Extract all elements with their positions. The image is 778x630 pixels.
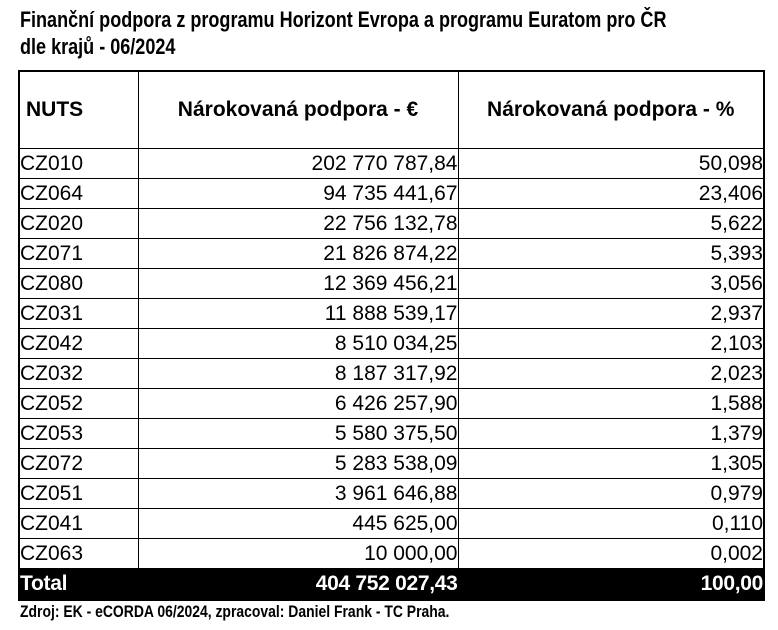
cell-nuts: CZ052 <box>19 389 138 419</box>
table-row <box>19 389 764 419</box>
cell-pct: 0,979 <box>458 479 764 509</box>
cell-pct: 1,305 <box>458 449 764 479</box>
cell-nuts: CZ031 <box>19 299 138 329</box>
total-pct: 100,00 <box>458 569 764 601</box>
cell-eur: 10 000,00 <box>138 539 458 569</box>
table-row <box>19 419 764 449</box>
table-row <box>19 299 764 329</box>
table-row <box>19 539 764 569</box>
cell-eur: 5 283 538,09 <box>138 449 458 479</box>
cell-eur: 3 961 646,88 <box>138 479 458 509</box>
cell-pct: 0,110 <box>458 509 764 539</box>
page-title-line1: Finanční podpora z programu Horizont Evropa a programu Euratom pro ČR <box>20 7 667 32</box>
column-header-eur: Nárokovaná podpora - € <box>138 71 458 149</box>
cell-pct: 23,406 <box>458 179 764 209</box>
cell-pct: 0,002 <box>458 539 764 569</box>
table-row <box>19 449 764 479</box>
cell-eur: 445 625,00 <box>138 509 458 539</box>
cell-nuts: CZ064 <box>19 179 138 209</box>
total-row <box>19 569 764 601</box>
cell-nuts: CZ053 <box>19 419 138 449</box>
cell-eur: 94 735 441,67 <box>138 179 458 209</box>
cell-eur: 22 756 132,78 <box>138 209 458 239</box>
cell-pct: 1,379 <box>458 419 764 449</box>
table-row <box>19 509 764 539</box>
cell-pct: 2,103 <box>458 329 764 359</box>
cell-pct: 3,056 <box>458 269 764 299</box>
cell-nuts: CZ071 <box>19 239 138 269</box>
cell-pct: 2,937 <box>458 299 764 329</box>
page-title <box>20 6 666 60</box>
cell-nuts: CZ010 <box>19 149 138 179</box>
table-row <box>19 359 764 389</box>
cell-nuts: CZ032 <box>19 359 138 389</box>
table-row <box>19 269 764 299</box>
column-header-pct: Nárokovaná podpora - % <box>458 71 764 149</box>
cell-pct: 50,098 <box>458 149 764 179</box>
table-row <box>19 209 764 239</box>
table-row <box>19 329 764 359</box>
footer-source: Zdroj: EK - eCORDA 06/2024, zpracoval: Daniel Frank - TC Praha. <box>20 602 450 621</box>
cell-eur: 12 369 456,21 <box>138 269 458 299</box>
cell-pct: 1,588 <box>458 389 764 419</box>
cell-nuts: CZ063 <box>19 539 138 569</box>
cell-eur: 6 426 257,90 <box>138 389 458 419</box>
cell-nuts: CZ072 <box>19 449 138 479</box>
page-title-line2: dle krajů - 06/2024 <box>20 34 176 59</box>
table-row <box>19 179 764 209</box>
cell-nuts: CZ042 <box>19 329 138 359</box>
cell-pct: 2,023 <box>458 359 764 389</box>
table-row <box>19 479 764 509</box>
cell-eur: 8 187 317,92 <box>138 359 458 389</box>
cell-eur: 8 510 034,25 <box>138 329 458 359</box>
cell-pct: 5,622 <box>458 209 764 239</box>
total-eur: 404 752 027,43 <box>138 569 458 601</box>
cell-pct: 5,393 <box>458 239 764 269</box>
column-header-nuts: NUTS <box>19 71 138 149</box>
cell-eur: 11 888 539,17 <box>138 299 458 329</box>
table-row <box>19 239 764 269</box>
cell-nuts: CZ041 <box>19 509 138 539</box>
cell-nuts: CZ080 <box>19 269 138 299</box>
cell-nuts: CZ051 <box>19 479 138 509</box>
cell-eur: 21 826 874,22 <box>138 239 458 269</box>
cell-eur: 5 580 375,50 <box>138 419 458 449</box>
funding-table <box>18 70 765 601</box>
header-row <box>19 71 764 149</box>
cell-nuts: CZ020 <box>19 209 138 239</box>
cell-eur: 202 770 787,84 <box>138 149 458 179</box>
table-row <box>19 149 764 179</box>
total-label: Total <box>19 569 138 601</box>
